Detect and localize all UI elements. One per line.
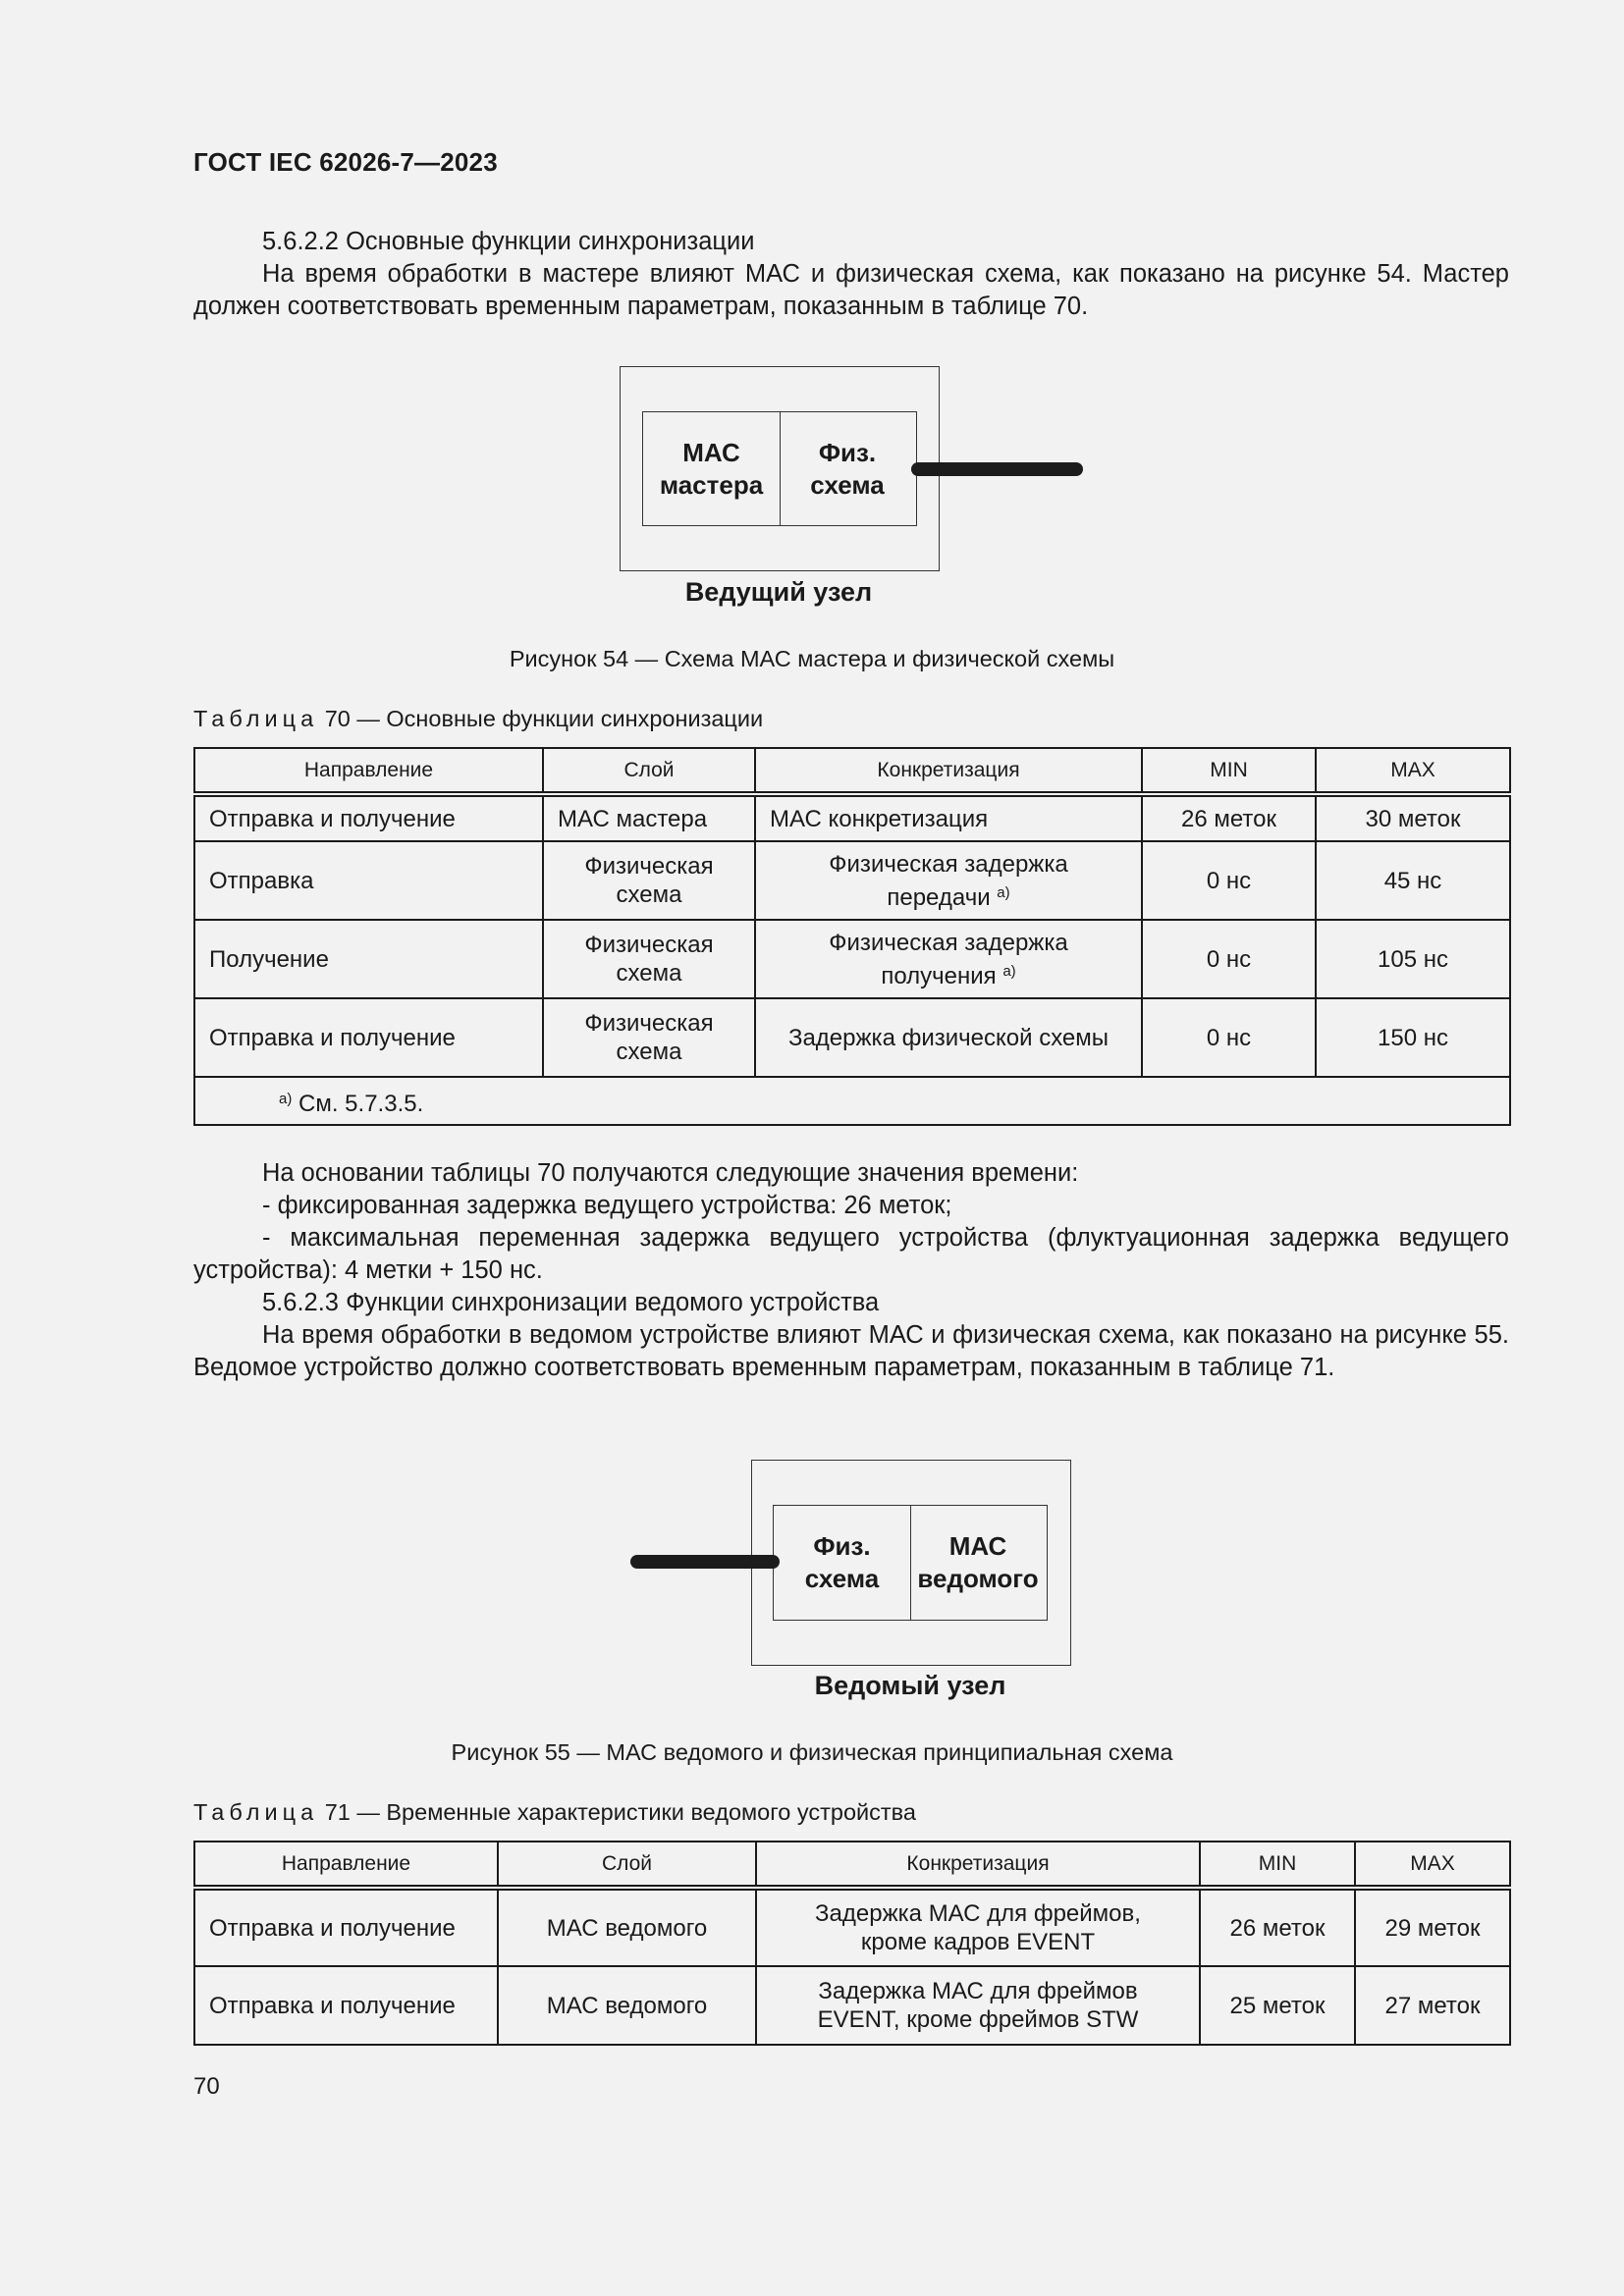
cell-direction: Отправка и получение: [194, 998, 543, 1077]
cell-min: 26 меток: [1142, 794, 1316, 841]
header-specification: Конкретизация: [755, 748, 1142, 794]
mac-master-cell: МАС мастера: [642, 411, 781, 526]
phy-circuit-cell: Физ. схема: [779, 411, 917, 526]
spec-text: Физическая задержка получения: [829, 929, 1068, 989]
cell-layer: МАС мастера: [543, 794, 755, 841]
header-max: MAX: [1316, 748, 1510, 794]
header-max: MAX: [1355, 1842, 1510, 1888]
figure-55-caption: Рисунок 55 — МАС ведомого и физическая принципиальная схема: [451, 1739, 1173, 1765]
cell-max: 105 нс: [1316, 920, 1510, 998]
bus-line: [911, 462, 1083, 476]
table-caption-title: 70 — Основные функции синхронизации: [324, 706, 764, 731]
timing-item-fixed: - фиксированная задержка ведущего устройства: 26 меток;: [262, 1192, 952, 1219]
phy-circuit-cell: Физ. схема: [773, 1505, 911, 1621]
cell-specification: [755, 920, 1142, 998]
cell-max: 29 меток: [1355, 1888, 1510, 1966]
header-specification: Конкретизация: [756, 1842, 1200, 1888]
table-header-row: [194, 748, 1510, 794]
footnote-mark: a): [279, 1090, 293, 1107]
spec-text: Физическая задержка передачи: [829, 850, 1068, 911]
table-row: [194, 998, 1510, 1077]
cell-max: 30 меток: [1316, 794, 1510, 841]
table-70-caption: [193, 706, 763, 732]
timing-intro: На основании таблицы 70 получаются следующие значения времени:: [262, 1159, 1079, 1187]
table-footnote-row: [194, 1077, 1510, 1125]
cell-specification: Задержка МАС для фреймов EVENT, кроме фреймов STW: [756, 1966, 1200, 2045]
figure-54-caption: Рисунок 54 — Схема МАС мастера и физической схемы: [509, 646, 1115, 671]
cell-direction: Получение: [194, 920, 543, 998]
header-layer: Слой: [498, 1842, 756, 1888]
timing-item-variable: - максимальная переменная задержка ведущего устройства (флуктуационная задержка ведущего устройства): 4 метки + 150 нс.: [193, 1224, 1509, 1284]
table-row: [194, 841, 1510, 920]
table-row: [194, 1888, 1510, 1966]
footnote-ref: a): [1002, 962, 1016, 980]
header-min: MIN: [1200, 1842, 1355, 1888]
section-heading: 5.6.2.2 Основные функции синхронизации: [262, 228, 755, 255]
footnote-ref: a): [997, 883, 1010, 901]
cell-layer: Физическая схема: [543, 920, 755, 998]
cell-specification: МАС конкретизация: [755, 794, 1142, 841]
cell-layer: Физическая схема: [543, 998, 755, 1077]
cell-specification: Задержка физической схемы: [755, 998, 1142, 1077]
cell-min: 25 меток: [1200, 1966, 1355, 2045]
table-row: [194, 794, 1510, 841]
header-direction: Направление: [194, 1842, 498, 1888]
section-text: На время обработки в ведомом устройстве влияют МАС и физическая схема, как показано на рисунке 55. Ведомое устройство должно соответствовать временным параметрам, показанным в таблице 71.: [193, 1321, 1509, 1381]
cell-min: 0 нс: [1142, 998, 1316, 1077]
cell-specification: [755, 841, 1142, 920]
cell-direction: Отправка: [194, 841, 543, 920]
bus-line: [630, 1555, 780, 1569]
cell-layer: МАС ведомого: [498, 1888, 756, 1966]
cell-specification: Задержка МАС для фреймов, кроме кадров EVENT: [756, 1888, 1200, 1966]
master-node-label: Ведущий узел: [684, 577, 873, 607]
page-number: 70: [193, 2073, 220, 2100]
header-min: MIN: [1142, 748, 1316, 794]
cell-min: 0 нс: [1142, 841, 1316, 920]
table-row: [194, 1966, 1510, 2045]
cell-direction: Отправка и получение: [194, 794, 543, 841]
table-70: [193, 747, 1511, 1126]
footnote-text: См. 5.7.3.5.: [298, 1090, 424, 1117]
table-header-row: [194, 1842, 1510, 1888]
cell-max: 45 нс: [1316, 841, 1510, 920]
section-heading: 5.6.2.3 Функции синхронизации ведомого устройства: [262, 1289, 880, 1316]
slave-node-label: Ведомый узел: [814, 1671, 1006, 1700]
section-text: На время обработки в мастере влияют МАС и физическая схема, как показано на рисунке 54. Мастер должен соответствовать временным параметрам, показанным в таблице 70.: [193, 260, 1509, 320]
cell-min: 26 меток: [1200, 1888, 1355, 1966]
cell-min: 0 нс: [1142, 920, 1316, 998]
cell-direction: Отправка и получение: [194, 1888, 498, 1966]
table-caption-prefix: Таблица: [193, 1799, 319, 1825]
header-layer: Слой: [543, 748, 755, 794]
cell-layer: Физическая схема: [543, 841, 755, 920]
cell-layer: МАС ведомого: [498, 1966, 756, 2045]
cell-max: 27 меток: [1355, 1966, 1510, 2045]
table-71: [193, 1841, 1511, 2046]
section-5-6-2-2: [193, 226, 1509, 323]
header-direction: Направление: [194, 748, 543, 794]
cell-max: 150 нс: [1316, 998, 1510, 1077]
table-caption-title: 71 — Временные характеристики ведомого устройства: [324, 1799, 916, 1825]
mac-slave-cell: МАС ведомого: [909, 1505, 1048, 1621]
table-row: [194, 920, 1510, 998]
table-71-caption: [193, 1799, 916, 1826]
timing-values-section: [193, 1157, 1509, 1384]
cell-direction: Отправка и получение: [194, 1966, 498, 2045]
table-footnote: [194, 1077, 1510, 1125]
table-caption-prefix: Таблица: [193, 706, 319, 731]
document-header: ГОСТ IEC 62026-7—2023: [193, 147, 498, 177]
